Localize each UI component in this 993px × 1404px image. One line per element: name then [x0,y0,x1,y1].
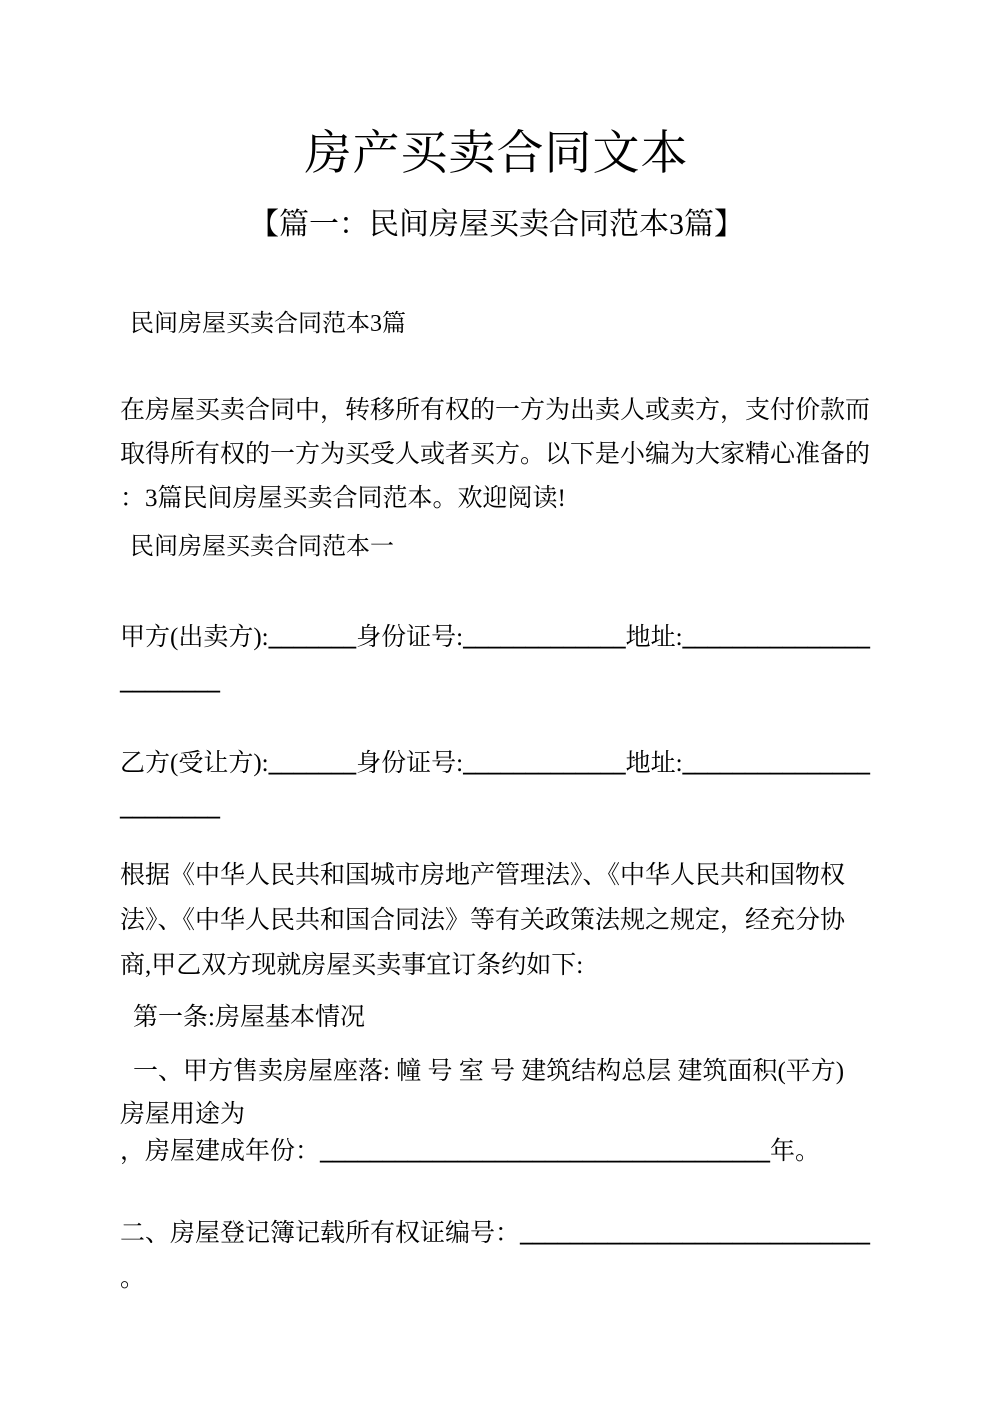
clause-two-blank: ____________________________ [520,1220,871,1247]
part-one-subtitle: 【篇一：民间房屋买卖合同范本3篇】 [249,208,744,241]
build-year-line [120,1131,820,1167]
intro-paragraph-line: ：3篇民间房屋买卖合同范本。欢迎阅读! [120,485,566,512]
party-b-line [120,743,870,779]
party-b-address-blank: _______________ [682,750,871,777]
party-b-address-blank-wrap: ________ [120,794,220,821]
clause-two-line [120,1213,870,1249]
party-a-address-blank-wrap: ________ [120,668,220,695]
legal-basis-line: 商,甲乙双方现就房屋买卖事宜订条约如下: [120,952,584,979]
party-a-id-blank: _____________ [463,624,626,651]
document-title: 房产买卖合同文本 [304,128,689,180]
clause-one-line-wrap: 房屋用途为 [120,1101,246,1128]
party-b-address-label: 地址: [625,750,683,777]
party-b-id-label: 身份证号: [356,750,464,777]
party-a-line [120,617,870,653]
clause-two-prefix: 二、房屋登记簿记载所有权证编号： [120,1220,521,1247]
trailing-period: 。 [120,1265,146,1292]
legal-basis-line: 根据《中华人民共和国城市房地产管理法》、《中华人民共和国物权 [120,862,846,889]
party-a-id-label: 身份证号: [356,624,464,651]
build-year-blank: ____________________________________ [320,1138,771,1165]
intro-paragraph-line: 在房屋买卖合同中，转移所有权的一方为出卖人或卖方，支付价款而 [120,397,871,424]
party-b-name-blank: _______ [268,750,357,777]
party-a-address-label: 地址: [625,624,683,651]
party-b-id-blank: _____________ [463,750,626,777]
party-a-label: 甲方(出卖方): [120,624,269,651]
legal-basis-line: 法》、《中华人民共和国合同法》等有关政策法规之规定，经充分协 [120,907,846,934]
party-a-name-blank: _______ [268,624,357,651]
sample-collection-heading: 民间房屋买卖合同范本3篇 [130,311,406,337]
clause-one-line: 一、甲方售卖房屋座落: 幢 号 室 号 建筑结构总层 建筑面积(平方) [133,1058,845,1085]
build-year-prefix: ，房屋建成年份： [120,1138,321,1165]
party-b-label: 乙方(受让方): [120,750,269,777]
build-year-suffix: 年。 [770,1138,821,1165]
sample-one-heading: 民间房屋买卖合同范本一 [130,534,394,560]
party-a-address-blank: _______________ [682,624,871,651]
intro-paragraph-line: 取得所有权的一方为买受人或者买方。以下是小编为大家精心准备的 [120,441,871,468]
article-one-heading: 第一条:房屋基本情况 [133,1004,365,1031]
